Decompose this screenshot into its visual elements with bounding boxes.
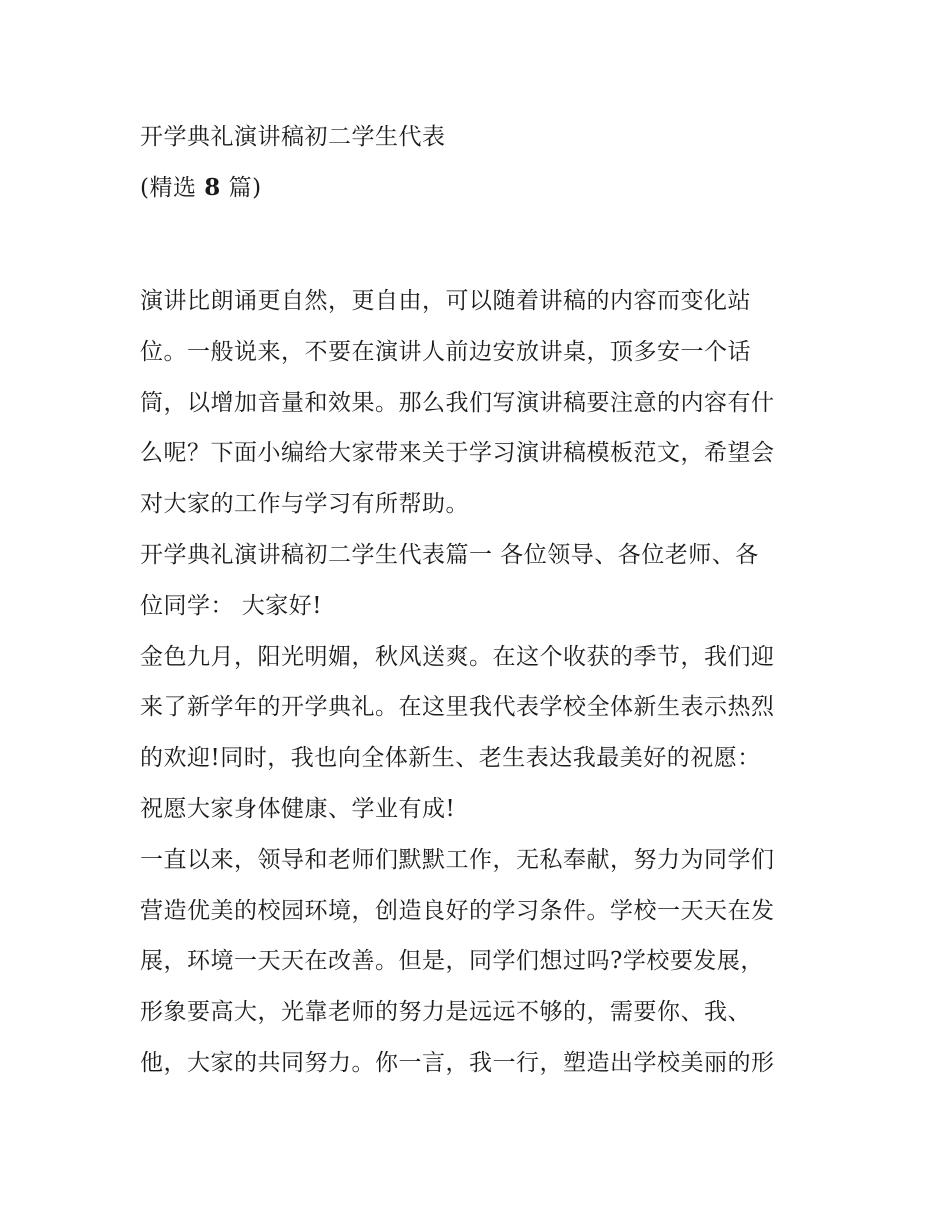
body-line: 营造优美的校园环境，创造良好的学习条件。学校一天天在发 — [140, 897, 775, 924]
body-line: 的欢迎!同时，我也向全体新生、老生表达我最美好的祝愿： — [140, 745, 761, 772]
body-line: 形象要高大，光靠老师的努力是远远不够的，需要你、我、 — [140, 999, 751, 1026]
body-line: 演讲比朗诵更自然，更自由，可以随着讲稿的内容而变化站 — [140, 288, 751, 314]
body-line: 对大家的工作与学习有所帮助。 — [140, 491, 469, 518]
body-line: 他，大家的共同努力。你一言，我一行，塑造出学校美丽的形 — [140, 1049, 775, 1076]
title-count: 8 — [204, 173, 221, 201]
body-line: 位同学： 大家好! — [140, 592, 323, 619]
document-title — [140, 112, 820, 214]
body-line: 一直以来，领导和老师们默默工作，无私奉献，努力为同学们 — [140, 846, 775, 873]
body-line: 位。一般说来，不要在演讲人前边安放讲桌，顶多安一个话 — [140, 338, 751, 365]
title-prefix: (精选 — [140, 174, 197, 201]
body-line: 祝愿大家身体健康、学业有成! — [140, 795, 456, 822]
body-line: 开学典礼演讲稿初二学生代表篇一 各位领导、各位老师、各 — [140, 541, 759, 568]
title-line-1: 开学典礼演讲稿初二学生代表 — [140, 124, 446, 150]
document-body — [140, 276, 820, 1089]
title-suffix: 篇) — [228, 174, 262, 201]
title-line-2 — [140, 163, 820, 214]
body-line: 展，环境一天天在改善。但是，同学们想过吗?学校要发展， — [140, 948, 764, 975]
body-line: 金色九月，阳光明媚，秋风送爽。在这个收获的季节，我们迎 — [140, 643, 775, 670]
body-line: 么呢？下面小编给大家带来关于学习演讲稿模板范文，希望会 — [140, 440, 775, 467]
body-line: 筒，以增加音量和效果。那么我们写演讲稿要注意的内容有什 — [140, 389, 775, 416]
body-line: 来了新学年的开学典礼。在这里我代表学校全体新生表示热烈 — [140, 694, 775, 721]
